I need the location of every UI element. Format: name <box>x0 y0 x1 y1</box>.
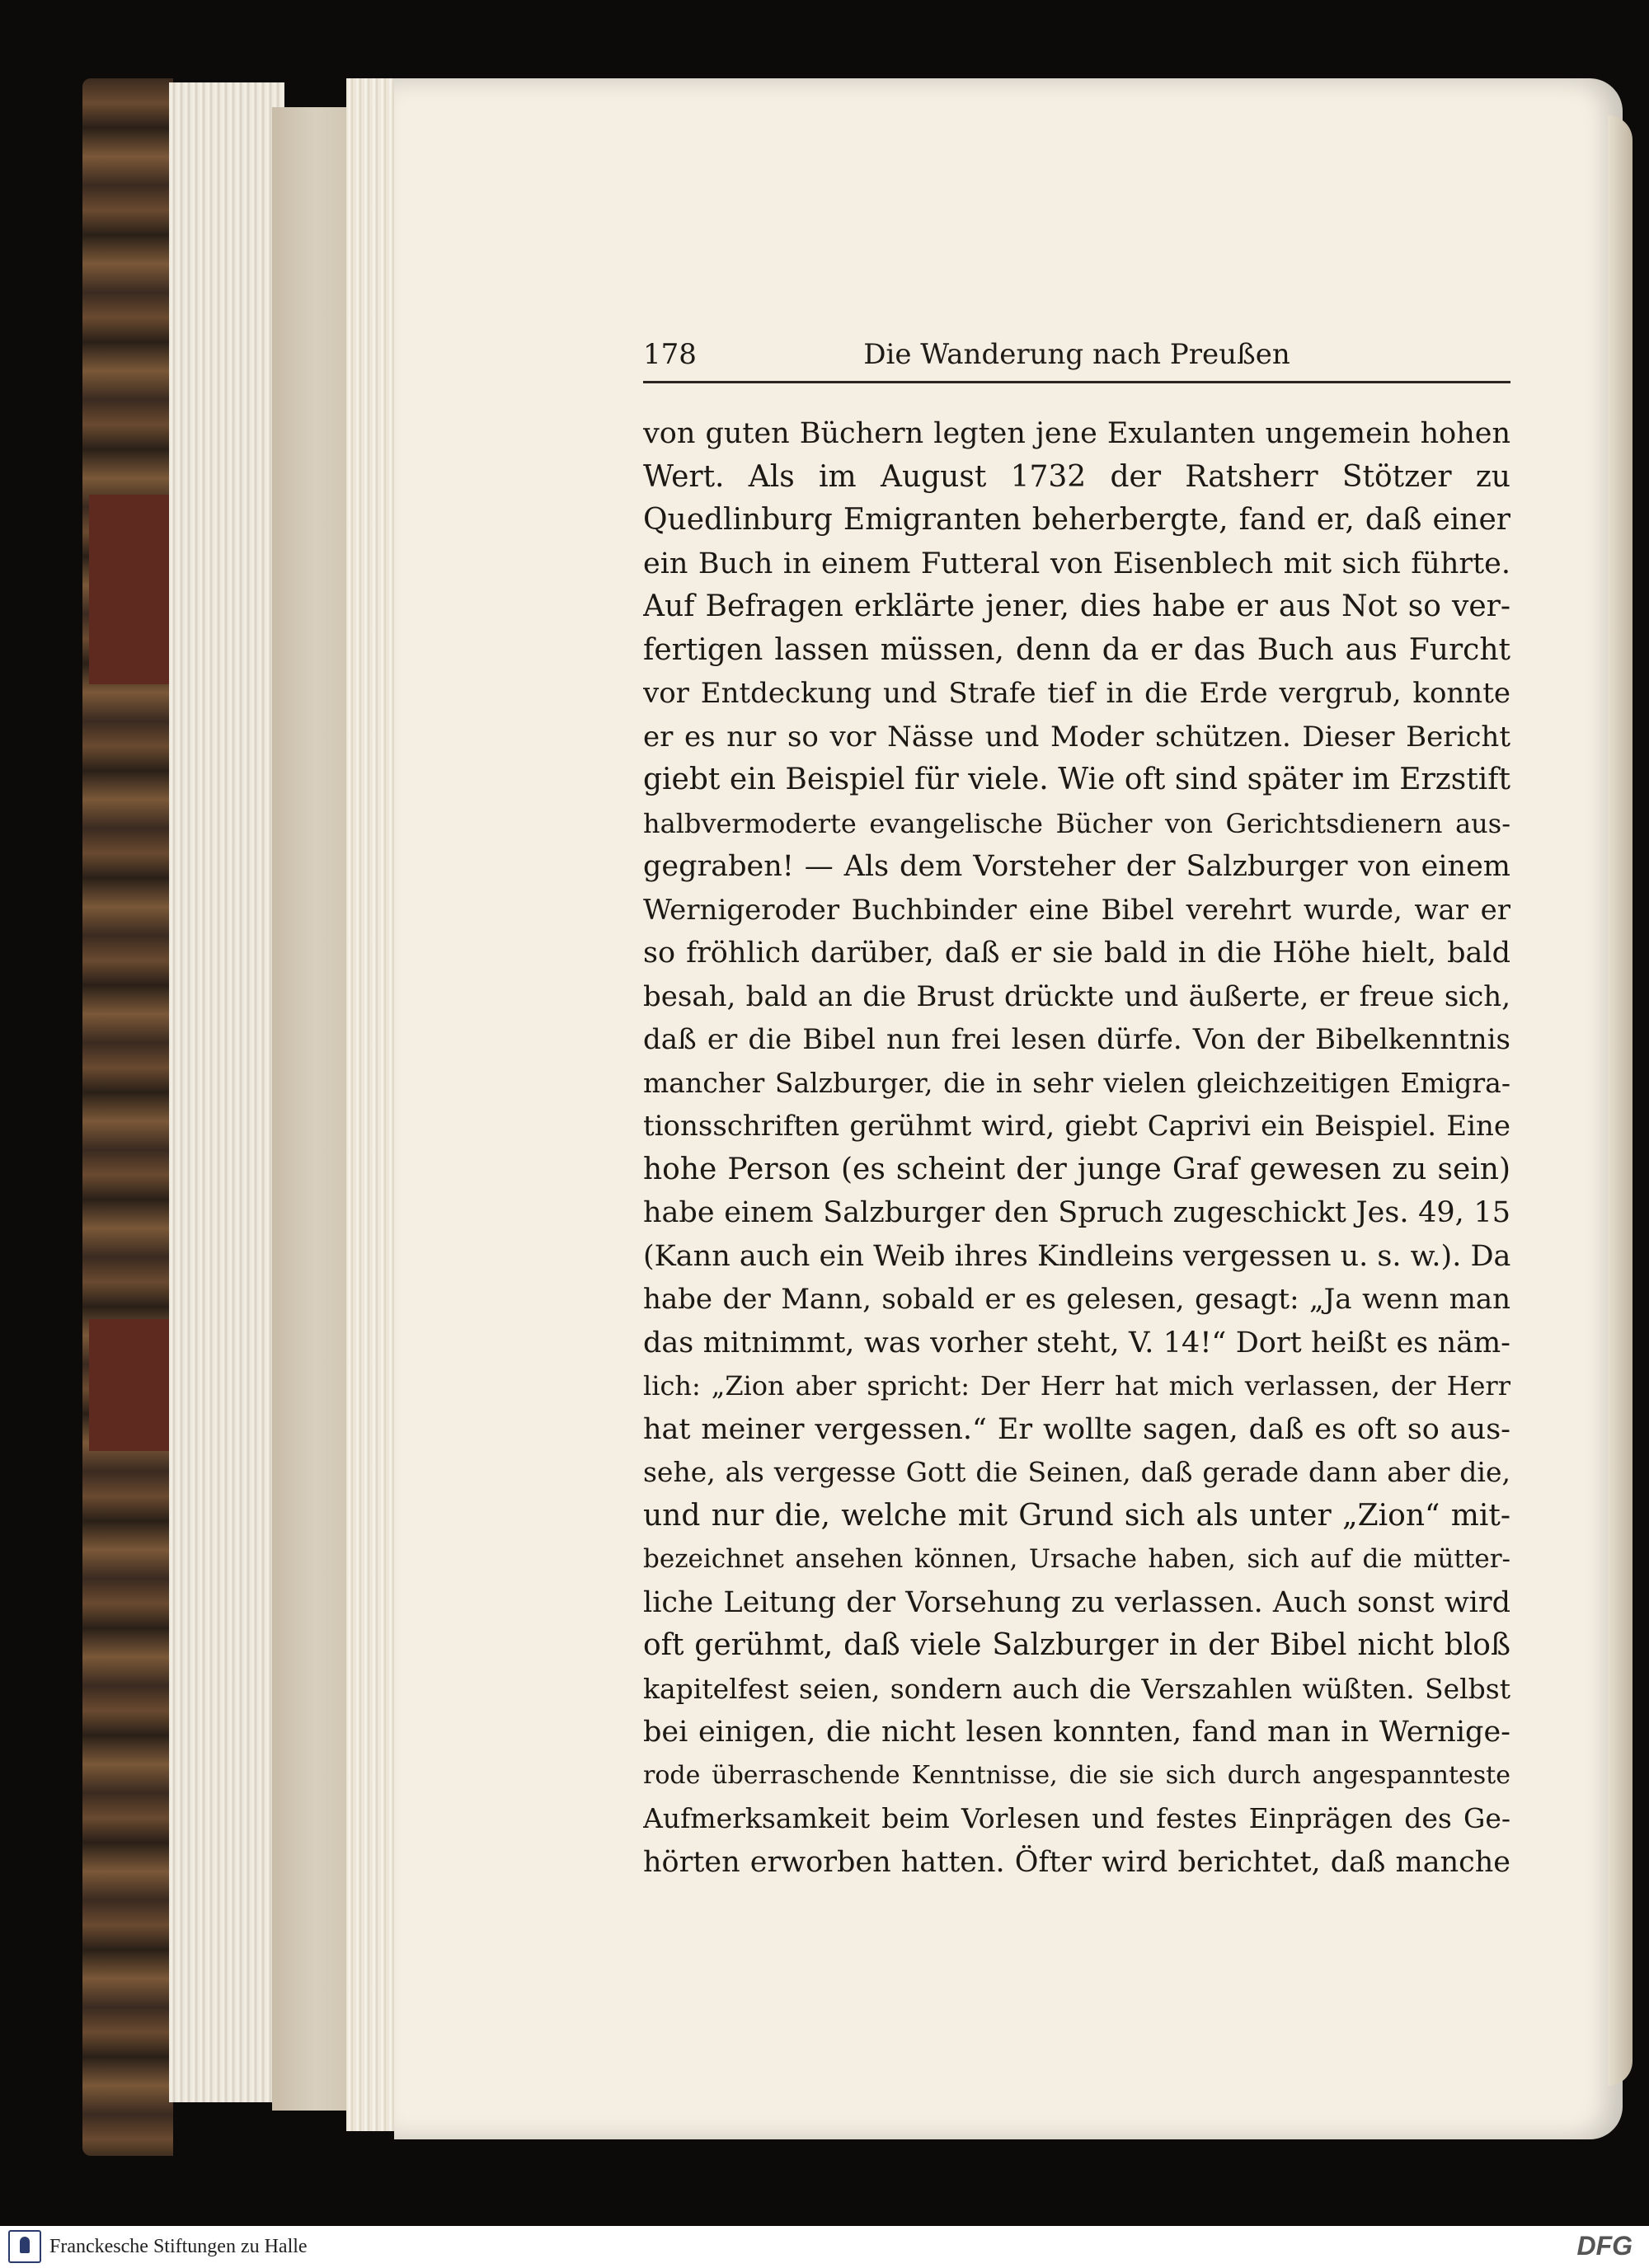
text-line: bezeichnet ansehen können, Ursache haben, sich auf die mütter- <box>643 1544 1510 1574</box>
body-text <box>643 412 1510 1884</box>
text-line: liche Leitung der Vorsehung zu verlassen. Auch sonst wird <box>643 1585 1510 1619</box>
text-line: so fröhlich darüber, daß er sie bald in die Höhe hielt, bald <box>643 937 1510 970</box>
text-line: besah, bald an die Brust drückte und äußerte, er freue sich, <box>643 979 1510 1013</box>
text-line: das mitnimmt, was vorher steht, V. 14!“ Dort heißt es näm- <box>643 1326 1510 1359</box>
text-line: halbvermoderte evangelische Bücher von Gerichtsdienern aus- <box>643 807 1510 839</box>
text-line: tionsschriften gerühmt wird, giebt Caprivi ein Beispiel. Eine <box>643 1110 1510 1143</box>
text-line: daß er die Bibel nun frei lesen dürfe. Von der Bibelkenntnis <box>643 1023 1510 1056</box>
text-line: ein Buch in einem Futteral von Eisenblech mit sich führte. <box>643 547 1510 580</box>
text-line: sehe, als vergesse Gott die Seinen, daß gerade dann aber die, <box>643 1456 1510 1488</box>
header-rule <box>643 381 1510 383</box>
text-line: habe der Mann, sobald er es gelesen, gesagt: „Ja wenn man <box>643 1283 1510 1316</box>
book-cover-left <box>82 78 173 2156</box>
text-line: mancher Salzburger, die in sehr vielen gleichzeitigen Emigra- <box>643 1066 1510 1099</box>
text-line: Quedlinburg Emigranten beherbergte, fand er, daß einer <box>643 503 1510 537</box>
dfg-logo: DFG <box>1576 2231 1633 2261</box>
spine-band <box>89 495 171 684</box>
text-line: habe einem Salzburger den Spruch zugeschickt Jes. 49, 15 <box>643 1196 1510 1229</box>
text-line: vor Entdeckung und Strafe tief in die Erde vergrub, konnte <box>643 677 1510 710</box>
text-line: Auf Befragen erklärte jener, dies habe er aus Not so ver- <box>643 589 1510 623</box>
text-line: (Kann auch ein Weib ihres Kindleins vergessen u. s. w.). Da <box>643 1239 1510 1273</box>
header-title: Die Wanderung nach Preußen <box>863 338 1290 371</box>
page-right-edge <box>1608 115 1633 2086</box>
running-head <box>643 330 1510 379</box>
text-line: und nur die, welche mit Grund sich als unter „Zion“ mit- <box>643 1498 1510 1533</box>
footer-institution: Franckesche Stiftungen zu Halle <box>49 2236 308 2257</box>
text-line: hörten erworben hatten. Öfter wird berichtet, daß manche <box>643 1845 1510 1879</box>
text-line: kapitelfest seien, sondern auch die Verszahlen wüßten. Selbst <box>643 1672 1510 1705</box>
text-line: hohe Person (es scheint der junge Graf gewesen zu sein) <box>643 1152 1510 1186</box>
text-line: lich: „Zion aber spricht: Der Herr hat mich verlassen, der Herr <box>643 1370 1510 1402</box>
text-line: Wernigeroder Buchbinder eine Bibel verehrt wurde, war er <box>643 893 1510 927</box>
text-line: gegraben! — Als dem Vorsteher der Salzburger von einem <box>643 850 1510 883</box>
text-line: oft gerühmt, daß viele Salzburger in der Bibel nicht bloß <box>643 1628 1510 1662</box>
page-number: 178 <box>643 338 697 371</box>
institution-logo-icon <box>8 2230 41 2263</box>
spine-band <box>89 1319 171 1451</box>
footer-bar <box>0 2226 1649 2268</box>
text-line: bei einigen, die nicht lesen konnten, fand man in Wernige- <box>643 1716 1510 1749</box>
page-stack-left <box>169 82 284 2102</box>
text-line: er es nur so vor Nässe und Moder schützen. Dieser Bericht <box>643 720 1510 754</box>
text-line: Aufmerksamkeit beim Vorlesen und festes Einprägen des Ge- <box>643 1802 1510 1834</box>
text-line: rode überraschende Kenntnisse, die sie sich durch angespannteste <box>643 1760 1510 1790</box>
text-line: fertigen lassen müssen, denn da er das Buch aus Furcht <box>643 632 1510 667</box>
text-line: hat meiner vergessen.“ Er wollte sagen, daß es oft so aus- <box>643 1412 1510 1446</box>
text-line: von guten Büchern legten jene Exulanten ungemein hohen <box>643 417 1510 450</box>
text-line: Wert. Als im August 1732 der Ratsherr Stötzer zu <box>643 459 1510 494</box>
text-line: giebt ein Beispiel für viele. Wie oft sind später im Erzstift <box>643 763 1510 796</box>
